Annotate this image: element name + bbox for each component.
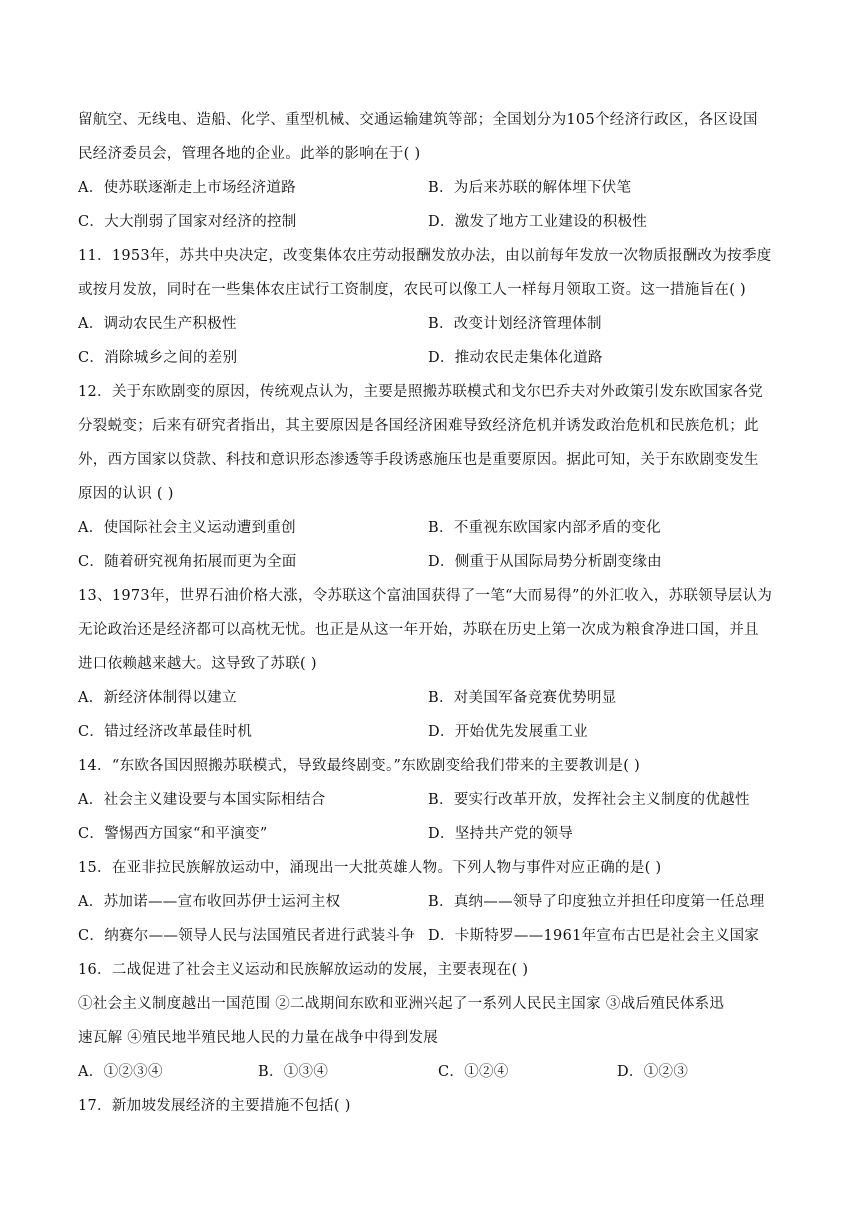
question-12-line-2: 分裂蜕变；后来有研究者指出，其主要原因是各国经济困难导致经济危机并诱发政治危机和民族危机；此 xyxy=(78,418,759,434)
question-11-option-b[interactable]: B．改变计划经济管理体制 xyxy=(428,316,602,332)
question-16-option-a[interactable]: A．①②③④ xyxy=(78,1064,163,1080)
question-10-option-c[interactable]: C．大大削弱了国家对经济的控制 xyxy=(78,214,297,230)
question-15-option-d[interactable]: D．卡斯特罗——1961年宣布古巴是社会主义国家 xyxy=(428,928,760,944)
question-16-option-b[interactable]: B．①③④ xyxy=(258,1064,329,1080)
question-13-option-c[interactable]: C．错过经济改革最佳时机 xyxy=(78,724,253,740)
question-15-option-a[interactable]: A．苏加诺——宣布收回苏伊士运河主权 xyxy=(78,894,341,910)
question-11-line-2: 或按月发放，同时在一些集体农庄试行工资制度，农民可以像工人一样每月领取工资。这一措施旨在( ) xyxy=(78,282,747,298)
question-17-line-1: 17．新加坡发展经济的主要措施不包括( ) xyxy=(78,1098,351,1114)
question-13-option-b[interactable]: B．对美国军备竞赛优势明显 xyxy=(428,690,617,706)
question-10-option-a[interactable]: A．使苏联逐渐走上市场经济道路 xyxy=(78,180,296,196)
question-11-option-a[interactable]: A．调动农民生产积极性 xyxy=(78,316,237,332)
question-14-option-a[interactable]: A．社会主义建设要与本国实际相结合 xyxy=(78,792,326,808)
question-16-line-3: 速瓦解 ④殖民地半殖民地人民的力量在战争中得到发展 xyxy=(78,1030,439,1046)
question-15-line-1: 15．在亚非拉民族解放运动中，涌现出一大批英雄人物。下列人物与事件对应正确的是( ) xyxy=(78,860,662,876)
question-13-option-a[interactable]: A．新经济体制得以建立 xyxy=(78,690,237,706)
question-13-line-2: 无论政治还是经济都可以高枕无忧。也正是从这一年开始，苏联在历史上第一次成为粮食净进口国，并且 xyxy=(78,622,759,638)
question-16-option-c[interactable]: C．①②④ xyxy=(438,1064,509,1080)
question-10-line-2: 民经济委员会，管理各地的企业。此举的影响在于( ) xyxy=(78,146,421,162)
question-16-option-d[interactable]: D．①②③ xyxy=(617,1064,689,1080)
question-12-line-3: 外，西方国家以贷款、科技和意识形态渗透等手段诱惑施压也是重要原因。据此可知，关于东欧剧变发生 xyxy=(78,452,759,468)
question-13-line-1: 13、1973年，世界石油价格大涨，令苏联这个富油国获得了一笔“大而易得”的外汇收入，苏联领导层认为 xyxy=(78,588,773,604)
question-15-option-c[interactable]: C．纳赛尔——领导人民与法国殖民者进行武装斗争 xyxy=(78,928,415,944)
question-12-option-a[interactable]: A．使国际社会主义运动遭到重创 xyxy=(78,520,296,536)
question-12-line-1: 12．关于东欧剧变的原因，传统观点认为，主要是照搬苏联模式和戈尔巴乔夫对外政策引发东欧国家各党 xyxy=(78,384,764,400)
question-12-line-4: 原因的认识 ( ) xyxy=(78,486,174,502)
question-14-option-c[interactable]: C．警惕西方国家“和平演变” xyxy=(78,826,268,842)
question-10-option-b[interactable]: B．为后来苏联的解体埋下伏笔 xyxy=(428,180,632,196)
question-13-line-3: 进口依赖越来越大。这导致了苏联( ) xyxy=(78,656,317,672)
question-13-option-d[interactable]: D．开始优先发展重工业 xyxy=(428,724,588,740)
question-11-line-1: 11．1953年，苏共中央决定，改变集体农庄劳动报酬发放办法，由以前每年发放一次物质报酬改为按季度 xyxy=(78,248,772,264)
question-10-line-1: 留航空、无线电、造船、化学、重型机械、交通运输建筑等部；全国划分为105个经济行政区，各区设国 xyxy=(78,112,758,128)
question-14-line-1: 14．“东欧各国因照搬苏联模式，导致最终剧变。”东欧剧变给我们带来的主要教训是( ) xyxy=(78,758,641,774)
question-16-line-1: 16．二战促进了社会主义运动和民族解放运动的发展，主要表现在( ) xyxy=(78,962,529,978)
question-12-option-b[interactable]: B．不重视东欧国家内部矛盾的变化 xyxy=(428,520,661,536)
question-10-option-d[interactable]: D．激发了地方工业建设的积极性 xyxy=(428,214,648,230)
question-14-option-b[interactable]: B．要实行改革开放，发挥社会主义制度的优越性 xyxy=(428,792,750,808)
question-14-option-d[interactable]: D．坚持共产党的领导 xyxy=(428,826,574,842)
question-12-option-c[interactable]: C．随着研究视角拓展而更为全面 xyxy=(78,554,297,570)
question-11-option-c[interactable]: C．消除城乡之间的差别 xyxy=(78,350,238,366)
question-16-line-2: ①社会主义制度越出一国范围 ②二战期间东欧和亚洲兴起了一系列人民民主国家 ③战后殖民体系迅 xyxy=(78,996,725,1012)
question-12-option-d[interactable]: D．侧重于从国际局势分析剧变缘由 xyxy=(428,554,662,570)
question-11-option-d[interactable]: D．推动农民走集体化道路 xyxy=(428,350,603,366)
question-15-option-b[interactable]: B．真纳——领导了印度独立并担任印度第一任总理 xyxy=(428,894,765,910)
